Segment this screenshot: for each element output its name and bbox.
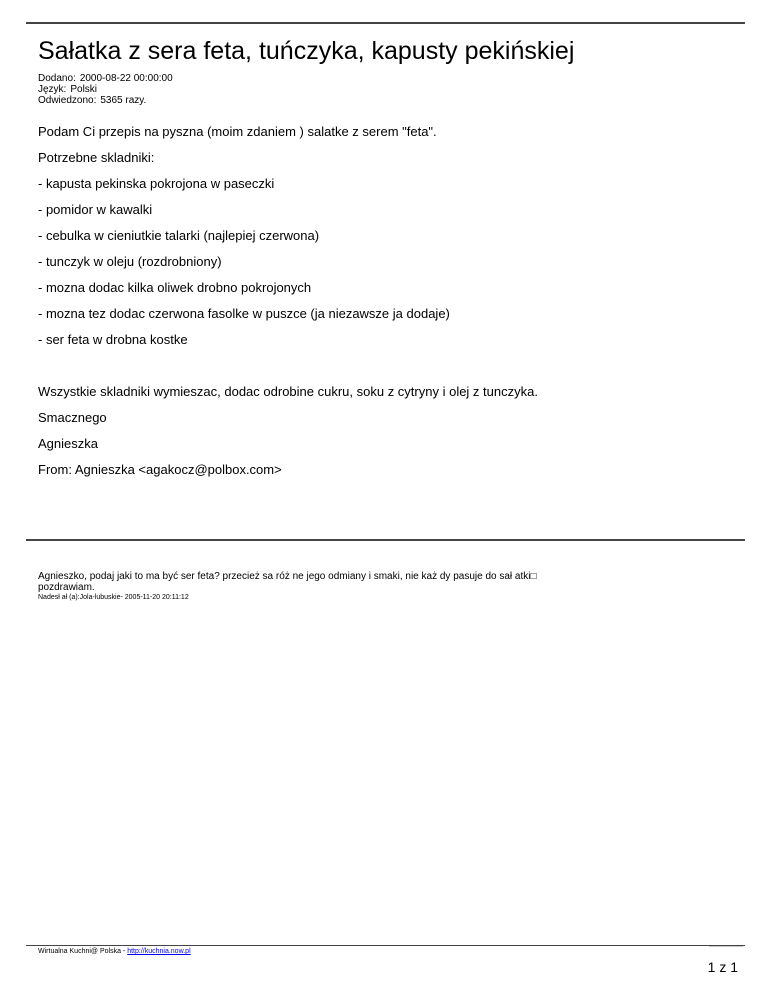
meta-added-label: Dodano:	[38, 73, 76, 84]
recipe-closing: Smacznego	[38, 410, 107, 425]
footer-mark	[709, 946, 743, 947]
ingredient-item: - tunczyk w oleju (rozdrobniony)	[38, 254, 222, 269]
comment	[38, 571, 728, 602]
recipe-meta	[38, 73, 173, 106]
recipe-body	[38, 123, 728, 487]
recipe-author: Agnieszka	[38, 436, 98, 451]
comment-text-line: Agnieszko, podaj jaki to ma być ser feta? przecież sa róż ne jego odmiany i smaki, nie każ dy pasuje do sał atki□	[38, 571, 537, 582]
footer-divider	[26, 945, 745, 946]
recipe-instructions: Wszystkie skladniki wymieszac, dodac odrobine cukru, soku z cytryny i olej z tunczyka.	[38, 384, 538, 399]
ingredient-item: - kapusta pekinska pokrojona w paseczki	[38, 176, 275, 191]
meta-added	[38, 73, 173, 84]
meta-language-value: Polski	[70, 84, 98, 95]
recipe-intro: Podam Ci przepis na pyszna (moim zdaniem ) salatke z serem "feta".	[38, 124, 437, 139]
ingredient-item: - mozna dodac kilka oliwek drobno pokrojonych	[38, 280, 312, 295]
recipe-from: From: Agnieszka <agakocz@polbox.com>	[38, 462, 282, 477]
top-divider	[26, 22, 745, 24]
footer-site-link[interactable]: http://kuchnia.now.pl	[127, 948, 191, 955]
ingredient-item: - mozna tez dodac czerwona fasolke w puszce (ja niezawsze ja dodaje)	[38, 306, 450, 321]
paragraph-gap	[38, 357, 728, 383]
meta-language	[38, 84, 173, 95]
footer-site	[38, 947, 191, 956]
ingredient-item: - cebulka w cieniutkie talarki (najlepiej czerwona)	[38, 228, 320, 243]
comments-divider	[26, 539, 745, 541]
recipe-title: Sałatka z sera feta, tuńczyka, kapusty pekińskiej	[38, 37, 575, 65]
meta-visits	[38, 95, 173, 106]
meta-added-value: 2000-08-22 00:00:00	[79, 73, 173, 84]
footer-site-label: Wirtualna Kuchni@ Polska -	[38, 948, 128, 955]
ingredient-item: - pomidor w kawalki	[38, 202, 153, 217]
comment-text-line: pozdrawiam.	[38, 582, 95, 593]
meta-visits-value: 5365 razy.	[100, 95, 147, 106]
ingredients-heading: Potrzebne skladniki:	[38, 150, 155, 165]
page-number: 1 z 1	[707, 959, 738, 975]
comment-signature: Nadesł ał (a):Jola-lubuskie- 2005-11-20 20:11:12	[38, 594, 189, 601]
meta-visits-label: Odwiedzono:	[38, 95, 97, 106]
meta-language-label: Język:	[38, 84, 67, 95]
ingredient-item: - ser feta w drobna kostke	[38, 332, 188, 347]
